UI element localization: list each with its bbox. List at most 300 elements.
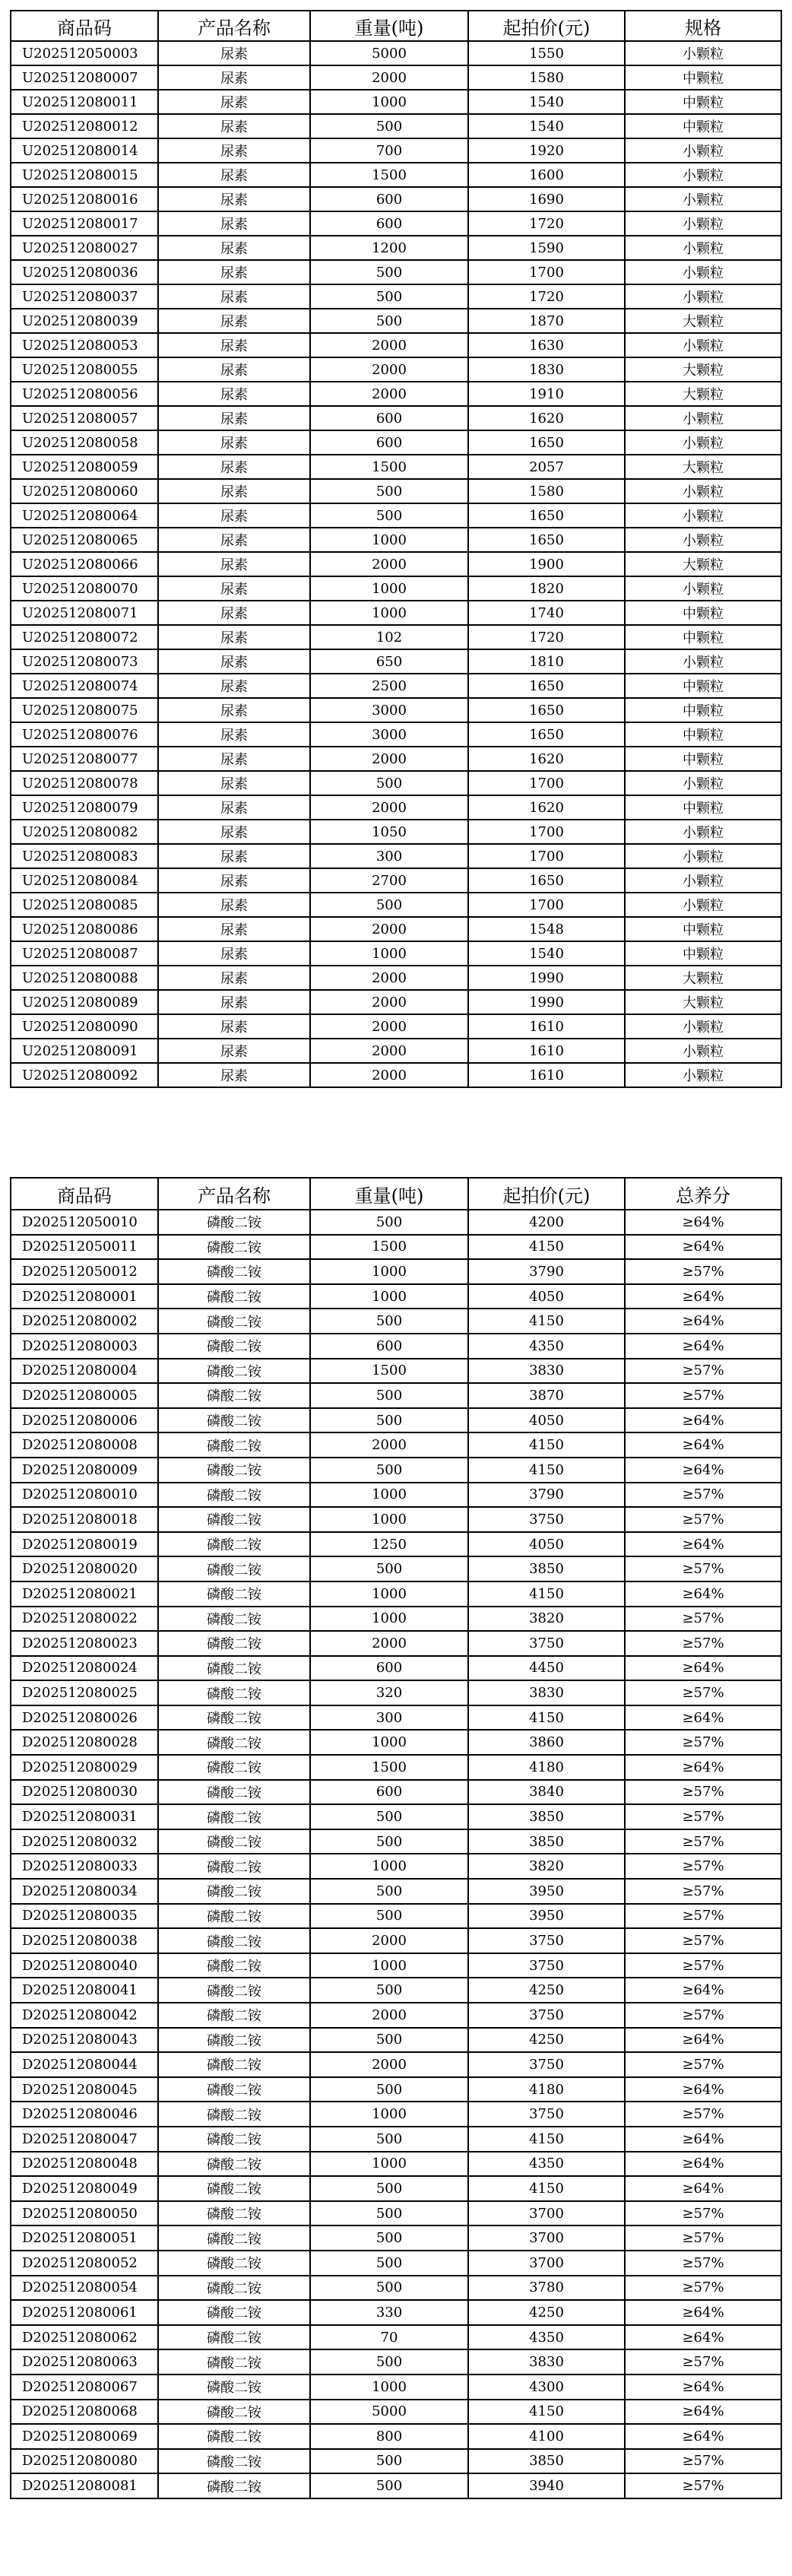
dap-cell-product-name: 磷酸二铵: [158, 1532, 310, 1557]
urea-cell-spec: 小颗粒: [625, 163, 781, 187]
urea-cell-weight: 1500: [310, 163, 468, 187]
dap-cell-product-name: 磷酸二铵: [158, 1705, 310, 1731]
table-row: [11, 2251, 781, 2276]
dap-cell-total-nutrient: ≥64%: [625, 1705, 781, 1731]
table-row: [11, 552, 781, 576]
dap-cell-product-code: D202512080063: [11, 2349, 158, 2375]
urea-cell-product-code: U202512080066: [11, 552, 158, 576]
table-row: [11, 698, 781, 722]
urea-cell-starting-price: 1920: [468, 138, 625, 163]
urea-cell-product-name: 尿素: [158, 966, 310, 990]
dap-cell-weight: 1500: [310, 1359, 468, 1384]
urea-cell-spec: 大颗粒: [625, 966, 781, 990]
dap-cell-starting-price: 3750: [468, 2102, 625, 2127]
table-row: [11, 430, 781, 455]
table-row: [11, 503, 781, 528]
urea-cell-starting-price: 1620: [468, 795, 625, 820]
urea-cell-weight: 500: [310, 260, 468, 284]
dap-cell-total-nutrient: ≥64%: [625, 2424, 781, 2449]
urea-cell-spec: 中颗粒: [625, 674, 781, 698]
dap-cell-product-code: D202512080031: [11, 1804, 158, 1829]
urea-cell-product-code: U202512080064: [11, 503, 158, 528]
urea-cell-weight: 2000: [310, 1063, 468, 1087]
urea-cell-weight: 2000: [310, 966, 468, 990]
dap-cell-weight: 500: [310, 1383, 468, 1408]
table-row: [11, 747, 781, 771]
table-row: [11, 211, 781, 236]
urea-cell-weight: 1500: [310, 455, 468, 479]
dap-cell-product-code: D202512080038: [11, 1928, 158, 1953]
table-row: [11, 576, 781, 601]
urea-cell-starting-price: 1720: [468, 625, 625, 649]
dap-cell-product-code: D202512080002: [11, 1309, 158, 1334]
table-row: [11, 722, 781, 747]
urea-cell-product-name: 尿素: [158, 601, 310, 625]
urea-cell-product-code: U202512080053: [11, 333, 158, 357]
urea-cell-product-code: U202512080074: [11, 674, 158, 698]
table-row: [11, 2152, 781, 2177]
dap-cell-product-name: 磷酸二铵: [158, 1432, 310, 1458]
dap-cell-product-code: D202512080029: [11, 1755, 158, 1780]
urea-cell-spec: 中颗粒: [625, 747, 781, 771]
dap-cell-product-name: 磷酸二铵: [158, 2375, 310, 2400]
dap-cell-starting-price: 3700: [468, 2201, 625, 2226]
dap-cell-product-name: 磷酸二铵: [158, 1607, 310, 1632]
urea-cell-starting-price: 1590: [468, 236, 625, 260]
urea-cell-starting-price: 1610: [468, 1014, 625, 1039]
dap-cell-weight: 500: [310, 2028, 468, 2053]
urea-cell-product-name: 尿素: [158, 552, 310, 576]
urea-cell-product-code: U202512080055: [11, 357, 158, 382]
urea-cell-starting-price: 1810: [468, 649, 625, 674]
dap-cell-starting-price: 3820: [468, 1607, 625, 1632]
urea-cell-starting-price: 1550: [468, 41, 625, 65]
dap-cell-product-name: 磷酸二铵: [158, 2152, 310, 2177]
table-row: [11, 868, 781, 893]
dap-cell-starting-price: 3750: [468, 2003, 625, 2028]
urea-cell-product-name: 尿素: [158, 479, 310, 503]
dap-cell-starting-price: 4150: [468, 1235, 625, 1260]
dap-cell-starting-price: 3790: [468, 1259, 625, 1284]
urea-cell-weight: 1000: [310, 90, 468, 114]
urea-cell-weight: 1000: [310, 941, 468, 966]
urea-cell-starting-price: 1690: [468, 187, 625, 211]
urea-cell-spec: 中颗粒: [625, 722, 781, 747]
dap-cell-product-name: 磷酸二铵: [158, 1507, 310, 1532]
dap-cell-total-nutrient: ≥64%: [625, 2325, 781, 2350]
urea-header-weight: 重量(吨): [310, 11, 468, 41]
table-row: [11, 236, 781, 260]
table-row: [11, 990, 781, 1014]
urea-cell-weight: 102: [310, 625, 468, 649]
urea-cell-product-name: 尿素: [158, 65, 310, 90]
dap-header-product-name: 产品名称: [158, 1178, 310, 1210]
urea-cell-spec: 小颗粒: [625, 576, 781, 601]
dap-cell-product-code: D202512080042: [11, 2003, 158, 2028]
dap-cell-weight: 70: [310, 2325, 468, 2350]
urea-cell-product-code: U202512080060: [11, 479, 158, 503]
urea-cell-spec: 小颗粒: [625, 333, 781, 357]
urea-cell-starting-price: 1630: [468, 333, 625, 357]
dap-cell-product-code: D202512080043: [11, 2028, 158, 2053]
dap-cell-product-code: D202512080045: [11, 2077, 158, 2102]
dap-cell-product-code: D202512080049: [11, 2176, 158, 2201]
dap-cell-product-name: 磷酸二铵: [158, 2325, 310, 2350]
dap-cell-product-name: 磷酸二铵: [158, 2424, 310, 2449]
urea-cell-weight: 2000: [310, 357, 468, 382]
dap-cell-starting-price: 4200: [468, 1210, 625, 1235]
urea-cell-product-name: 尿素: [158, 625, 310, 649]
dap-cell-total-nutrient: ≥57%: [625, 2052, 781, 2077]
dap-cell-product-name: 磷酸二铵: [158, 1656, 310, 1681]
dap-cell-total-nutrient: ≥64%: [625, 1210, 781, 1235]
dap-cell-total-nutrient: ≥64%: [625, 1656, 781, 1681]
dap-cell-product-name: 磷酸二铵: [158, 1829, 310, 1854]
dap-cell-weight: 500: [310, 1556, 468, 1581]
urea-cell-product-name: 尿素: [158, 430, 310, 455]
urea-cell-product-code: U202512080065: [11, 528, 158, 552]
dap-cell-weight: 2000: [310, 1928, 468, 1953]
dap-header-row: [11, 1178, 781, 1210]
urea-cell-starting-price: 1600: [468, 163, 625, 187]
urea-cell-product-name: 尿素: [158, 674, 310, 698]
urea-cell-starting-price: 1650: [468, 528, 625, 552]
dap-cell-starting-price: 4150: [468, 2176, 625, 2201]
dap-cell-total-nutrient: ≥57%: [625, 2449, 781, 2474]
dap-cell-weight: 500: [310, 2225, 468, 2251]
urea-cell-spec: 小颗粒: [625, 1014, 781, 1039]
dap-cell-product-code: D202512080025: [11, 1680, 158, 1705]
urea-cell-spec: 大颗粒: [625, 990, 781, 1014]
urea-cell-product-code: U202512080012: [11, 114, 158, 138]
urea-header-row: [11, 11, 781, 41]
urea-cell-weight: 3000: [310, 698, 468, 722]
urea-cell-spec: 小颗粒: [625, 187, 781, 211]
urea-header-product-name: 产品名称: [158, 11, 310, 41]
urea-cell-spec: 大颗粒: [625, 309, 781, 333]
dap-cell-product-name: 磷酸二铵: [158, 1680, 310, 1705]
dap-cell-starting-price: 3940: [468, 2473, 625, 2498]
table-row: [11, 1978, 781, 2003]
urea-cell-starting-price: 1580: [468, 65, 625, 90]
urea-cell-product-code: U202512080037: [11, 284, 158, 309]
table-row: [11, 1953, 781, 1978]
dap-cell-product-name: 磷酸二铵: [158, 1458, 310, 1483]
dap-cell-product-code: D202512080026: [11, 1705, 158, 1731]
urea-cell-product-code: U202512080075: [11, 698, 158, 722]
table-row: [11, 625, 781, 649]
urea-cell-spec: 大颗粒: [625, 552, 781, 576]
dap-cell-total-nutrient: ≥64%: [625, 2077, 781, 2102]
dap-cell-product-code: D202512080034: [11, 1879, 158, 1904]
dap-cell-starting-price: 4250: [468, 2300, 625, 2325]
dap-cell-starting-price: 4150: [468, 1309, 625, 1334]
urea-cell-spec: 中颗粒: [625, 698, 781, 722]
urea-cell-starting-price: 1720: [468, 284, 625, 309]
urea-cell-product-code: U202512080016: [11, 187, 158, 211]
urea-cell-spec: 小颗粒: [625, 771, 781, 795]
dap-cell-total-nutrient: ≥64%: [625, 1309, 781, 1334]
dap-cell-starting-price: 3870: [468, 1383, 625, 1408]
table-row: [11, 2449, 781, 2474]
dap-cell-starting-price: 4150: [468, 1458, 625, 1483]
dap-cell-starting-price: 4150: [468, 1432, 625, 1458]
dap-cell-weight: 600: [310, 1334, 468, 1359]
dap-cell-product-name: 磷酸二铵: [158, 2349, 310, 2375]
dap-cell-product-name: 磷酸二铵: [158, 1284, 310, 1309]
dap-cell-weight: 330: [310, 2300, 468, 2325]
dap-cell-product-code: D202512080022: [11, 1607, 158, 1632]
urea-cell-starting-price: 1610: [468, 1039, 625, 1063]
table-row: [11, 1359, 781, 1384]
dap-cell-weight: 500: [310, 1309, 468, 1334]
table-row: [11, 114, 781, 138]
dap-cell-total-nutrient: ≥57%: [625, 1607, 781, 1632]
urea-cell-product-name: 尿素: [158, 844, 310, 868]
urea-cell-product-code: U202512080014: [11, 138, 158, 163]
table-row: [11, 1235, 781, 1260]
dap-cell-starting-price: 4050: [468, 1408, 625, 1433]
urea-cell-product-code: U202512080079: [11, 795, 158, 820]
urea-cell-starting-price: 1720: [468, 211, 625, 236]
dap-cell-starting-price: 3830: [468, 2349, 625, 2375]
dap-cell-product-code: D202512080032: [11, 1829, 158, 1854]
urea-cell-weight: 2000: [310, 1039, 468, 1063]
table-row: [11, 406, 781, 430]
dap-cell-total-nutrient: ≥57%: [625, 1680, 781, 1705]
table-row: [11, 41, 781, 65]
dap-cell-starting-price: 4250: [468, 1978, 625, 2003]
urea-cell-starting-price: 1650: [468, 430, 625, 455]
urea-cell-product-code: U202512080089: [11, 990, 158, 1014]
table-row: [11, 1014, 781, 1039]
dap-cell-total-nutrient: ≥57%: [625, 1780, 781, 1805]
dap-cell-weight: 800: [310, 2424, 468, 2449]
urea-cell-product-name: 尿素: [158, 138, 310, 163]
urea-cell-starting-price: 1650: [468, 503, 625, 528]
dap-header-starting-price: 起拍价(元): [468, 1178, 625, 1210]
dap-cell-weight: 600: [310, 1656, 468, 1681]
dap-cell-starting-price: 3950: [468, 1904, 625, 1929]
dap-cell-product-code: D202512080004: [11, 1359, 158, 1384]
dap-cell-starting-price: 3750: [468, 1507, 625, 1532]
dap-cell-product-name: 磷酸二铵: [158, 2225, 310, 2251]
dap-cell-total-nutrient: ≥64%: [625, 1755, 781, 1780]
dap-cell-product-name: 磷酸二铵: [158, 2201, 310, 2226]
urea-cell-starting-price: 1650: [468, 674, 625, 698]
urea-cell-product-code: U202512080070: [11, 576, 158, 601]
dap-cell-weight: 1000: [310, 2152, 468, 2177]
table-row: [11, 1730, 781, 1755]
table-row: [11, 309, 781, 333]
urea-cell-product-code: U202512080083: [11, 844, 158, 868]
table-row: [11, 795, 781, 820]
dap-cell-starting-price: 4050: [468, 1532, 625, 1557]
dap-cell-product-code: D202512080028: [11, 1730, 158, 1755]
dap-cell-weight: 2000: [310, 1631, 468, 1656]
urea-cell-spec: 中颗粒: [625, 795, 781, 820]
urea-cell-product-code: U202512080086: [11, 917, 158, 941]
urea-cell-weight: 2000: [310, 552, 468, 576]
dap-cell-total-nutrient: ≥57%: [625, 1928, 781, 1953]
table-row: [11, 1680, 781, 1705]
dap-cell-product-code: D202512080006: [11, 1408, 158, 1433]
urea-cell-starting-price: 1700: [468, 260, 625, 284]
dap-cell-product-code: D202512080051: [11, 2225, 158, 2251]
table-row: [11, 1432, 781, 1458]
urea-cell-spec: 中颗粒: [625, 917, 781, 941]
dap-cell-product-code: D202512080030: [11, 1780, 158, 1805]
dap-cell-product-code: D202512080020: [11, 1556, 158, 1581]
dap-cell-product-code: D202512080008: [11, 1432, 158, 1458]
dap-cell-total-nutrient: ≥57%: [625, 1879, 781, 1904]
dap-cell-starting-price: 3850: [468, 1804, 625, 1829]
table-row: [11, 2473, 781, 2498]
dap-cell-starting-price: 3830: [468, 1359, 625, 1384]
dap-cell-total-nutrient: ≥64%: [625, 1532, 781, 1557]
urea-cell-starting-price: 1548: [468, 917, 625, 941]
dap-cell-starting-price: 4150: [468, 2127, 625, 2152]
urea-cell-weight: 2000: [310, 65, 468, 90]
table-row: [11, 1532, 781, 1557]
urea-cell-weight: 2000: [310, 795, 468, 820]
urea-cell-product-name: 尿素: [158, 576, 310, 601]
urea-cell-product-name: 尿素: [158, 357, 310, 382]
urea-cell-product-code: U202512080071: [11, 601, 158, 625]
dap-cell-product-name: 磷酸二铵: [158, 2276, 310, 2301]
table-row: [11, 1755, 781, 1780]
urea-cell-product-name: 尿素: [158, 1063, 310, 1087]
table-row: [11, 1210, 781, 1235]
urea-cell-product-name: 尿素: [158, 722, 310, 747]
dap-cell-weight: 500: [310, 2449, 468, 2474]
dap-cell-total-nutrient: ≥57%: [625, 1483, 781, 1508]
urea-cell-spec: 中颗粒: [625, 114, 781, 138]
table-row: [11, 2325, 781, 2350]
urea-cell-starting-price: 1820: [468, 576, 625, 601]
urea-cell-product-name: 尿素: [158, 893, 310, 917]
dap-cell-weight: 2000: [310, 2052, 468, 2077]
urea-cell-weight: 2000: [310, 382, 468, 406]
dap-cell-weight: 320: [310, 1680, 468, 1705]
table-row: [11, 1259, 781, 1284]
urea-cell-starting-price: 1740: [468, 601, 625, 625]
dap-cell-total-nutrient: ≥64%: [625, 2400, 781, 2425]
urea-cell-starting-price: 1610: [468, 1063, 625, 1087]
dap-cell-product-name: 磷酸二铵: [158, 1581, 310, 1607]
dap-cell-total-nutrient: ≥57%: [625, 2102, 781, 2127]
table-row: [11, 820, 781, 844]
urea-cell-weight: 600: [310, 406, 468, 430]
dap-cell-starting-price: 4350: [468, 2152, 625, 2177]
dap-cell-total-nutrient: ≥64%: [625, 2127, 781, 2152]
dap-cell-product-code: D202512080054: [11, 2276, 158, 2301]
urea-cell-product-name: 尿素: [158, 771, 310, 795]
table-row: [11, 1483, 781, 1508]
dap-cell-weight: 1000: [310, 1483, 468, 1508]
dap-cell-product-name: 磷酸二铵: [158, 1854, 310, 1879]
urea-cell-starting-price: 1580: [468, 479, 625, 503]
urea-cell-product-name: 尿素: [158, 382, 310, 406]
table-row: [11, 1581, 781, 1607]
dap-cell-product-code: D202512080062: [11, 2325, 158, 2350]
urea-cell-product-code: U202512080082: [11, 820, 158, 844]
urea-cell-product-code: U202512080092: [11, 1063, 158, 1087]
dap-cell-product-name: 磷酸二铵: [158, 1383, 310, 1408]
dap-cell-product-name: 磷酸二铵: [158, 1408, 310, 1433]
dap-cell-weight: 500: [310, 1458, 468, 1483]
urea-cell-spec: 小颗粒: [625, 260, 781, 284]
dap-cell-total-nutrient: ≥64%: [625, 1408, 781, 1433]
table-row: [11, 1631, 781, 1656]
dap-cell-weight: 2000: [310, 2003, 468, 2028]
table-row: [11, 1879, 781, 1904]
dap-cell-starting-price: 3830: [468, 1680, 625, 1705]
urea-cell-weight: 500: [310, 893, 468, 917]
dap-cell-product-code: D202512080010: [11, 1483, 158, 1508]
dap-cell-starting-price: 4250: [468, 2028, 625, 2053]
table-row: [11, 163, 781, 187]
dap-cell-starting-price: 4100: [468, 2424, 625, 2449]
dap-cell-weight: 1000: [310, 2375, 468, 2400]
table-row: [11, 187, 781, 211]
dap-cell-starting-price: 3780: [468, 2276, 625, 2301]
urea-table-body: [11, 41, 781, 1087]
dap-cell-weight: 1000: [310, 2102, 468, 2127]
urea-cell-product-code: U202512080059: [11, 455, 158, 479]
dap-cell-total-nutrient: ≥64%: [625, 2300, 781, 2325]
table-row: [11, 2225, 781, 2251]
table-row: [11, 1063, 781, 1087]
urea-cell-weight: 500: [310, 114, 468, 138]
urea-cell-spec: 中颗粒: [625, 90, 781, 114]
table-row: [11, 1408, 781, 1433]
urea-cell-product-name: 尿素: [158, 698, 310, 722]
table-row: [11, 771, 781, 795]
urea-cell-starting-price: 1650: [468, 868, 625, 893]
dap-cell-starting-price: 4350: [468, 1334, 625, 1359]
table-row: [11, 941, 781, 966]
urea-cell-product-code: U202512080056: [11, 382, 158, 406]
urea-cell-product-code: U202512080058: [11, 430, 158, 455]
dap-cell-product-code: D202512080046: [11, 2102, 158, 2127]
table-row: [11, 1854, 781, 1879]
dap-cell-product-name: 磷酸二铵: [158, 1334, 310, 1359]
dap-cell-product-name: 磷酸二铵: [158, 2127, 310, 2152]
dap-cell-starting-price: 3860: [468, 1730, 625, 1755]
dap-cell-product-name: 磷酸二铵: [158, 2251, 310, 2276]
urea-cell-product-code: U202512080085: [11, 893, 158, 917]
urea-cell-product-code: U202512080039: [11, 309, 158, 333]
urea-cell-weight: 600: [310, 211, 468, 236]
urea-table: [10, 10, 782, 1088]
dap-cell-starting-price: 3820: [468, 1854, 625, 1879]
dap-cell-weight: 300: [310, 1705, 468, 1731]
dap-cell-product-name: 磷酸二铵: [158, 1259, 310, 1284]
table-row: [11, 2176, 781, 2201]
urea-cell-spec: 小颗粒: [625, 41, 781, 65]
table-row: [11, 382, 781, 406]
dap-cell-total-nutrient: ≥64%: [625, 1581, 781, 1607]
table-row: [11, 1705, 781, 1731]
table-row: [11, 1928, 781, 1953]
dap-cell-product-name: 磷酸二铵: [158, 2176, 310, 2201]
dap-cell-starting-price: 3790: [468, 1483, 625, 1508]
table-row: [11, 528, 781, 552]
dap-cell-weight: 500: [310, 1210, 468, 1235]
dap-cell-product-name: 磷酸二铵: [158, 1755, 310, 1780]
urea-cell-spec: 中颗粒: [625, 625, 781, 649]
